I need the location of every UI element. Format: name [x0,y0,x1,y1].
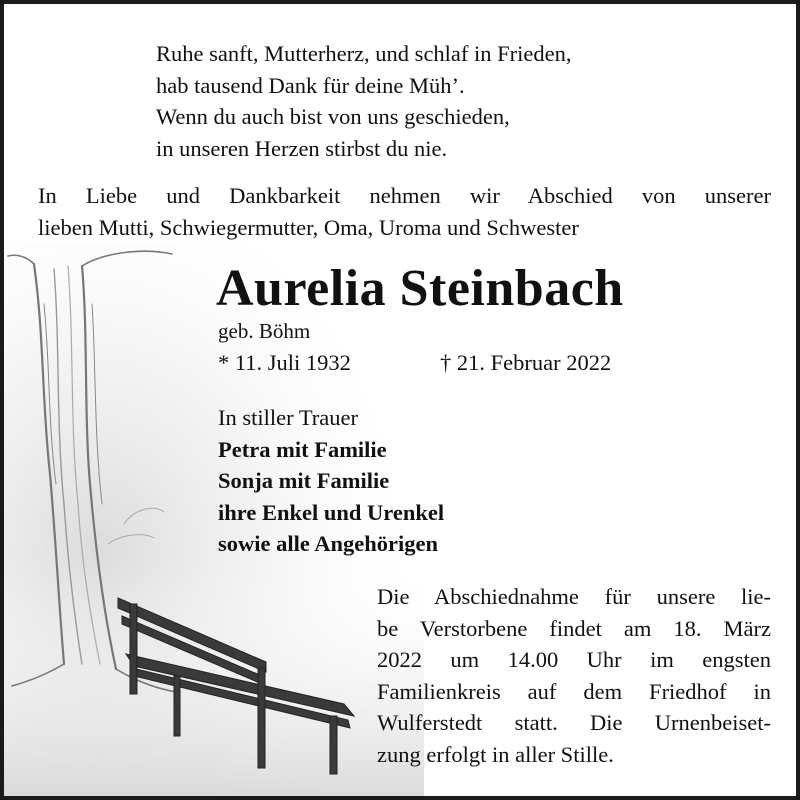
birth-name: geb. Böhm [218,319,311,343]
birth-date: * 11. Juli 1932 [218,350,351,375]
mourner-entry: Petra mit Familie [218,436,387,462]
mourners-list [218,402,444,560]
notice-line: Die Abschiednahme für unsere lie- [377,584,771,609]
notice-line: 2022 um 14.00 Uhr im engsten [377,647,771,672]
notice-line: be Verstorbene findet am 18. März [377,615,771,641]
notice-line: Wulferstedt statt. Die Urnenbeiset- [377,710,771,735]
life-dates [218,348,611,378]
mourning-label: In stiller Trauer [218,405,358,430]
mourner-entry: Sonja mit Familie [218,468,390,493]
notice-line: Familienkreis auf dem Friedhof in [377,678,771,704]
verse-line: in unseren Herzen stirbst du nie. [156,135,448,161]
verse-line: hab tausend Dank für deine Müh’. [156,72,465,98]
farewell-intro [38,180,771,243]
intro-line: In Liebe und Dankbarkeit nehmen wir Abschied von unserer [38,183,771,208]
deceased-name: Aurelia Steinbach [216,260,624,317]
verse-line: Wenn du auch bist von uns geschieden, [156,104,510,129]
verse-line: Ruhe sanft, Mutterherz, und schlaf in Frieden, [156,41,572,66]
intro-line: lieben Mutti, Schwiegermutter, Oma, Uroma und Schwester [38,214,579,240]
funeral-notice [377,581,771,770]
mourner-entry: ihre Enkel und Urenkel [218,499,445,525]
notice-line: zung erfolgt in aller Stille. [377,741,614,767]
memorial-verse [156,38,572,164]
mourner-entry: sowie alle Angehörigen [218,531,438,556]
death-date: † 21. Februar 2022 [440,350,612,375]
